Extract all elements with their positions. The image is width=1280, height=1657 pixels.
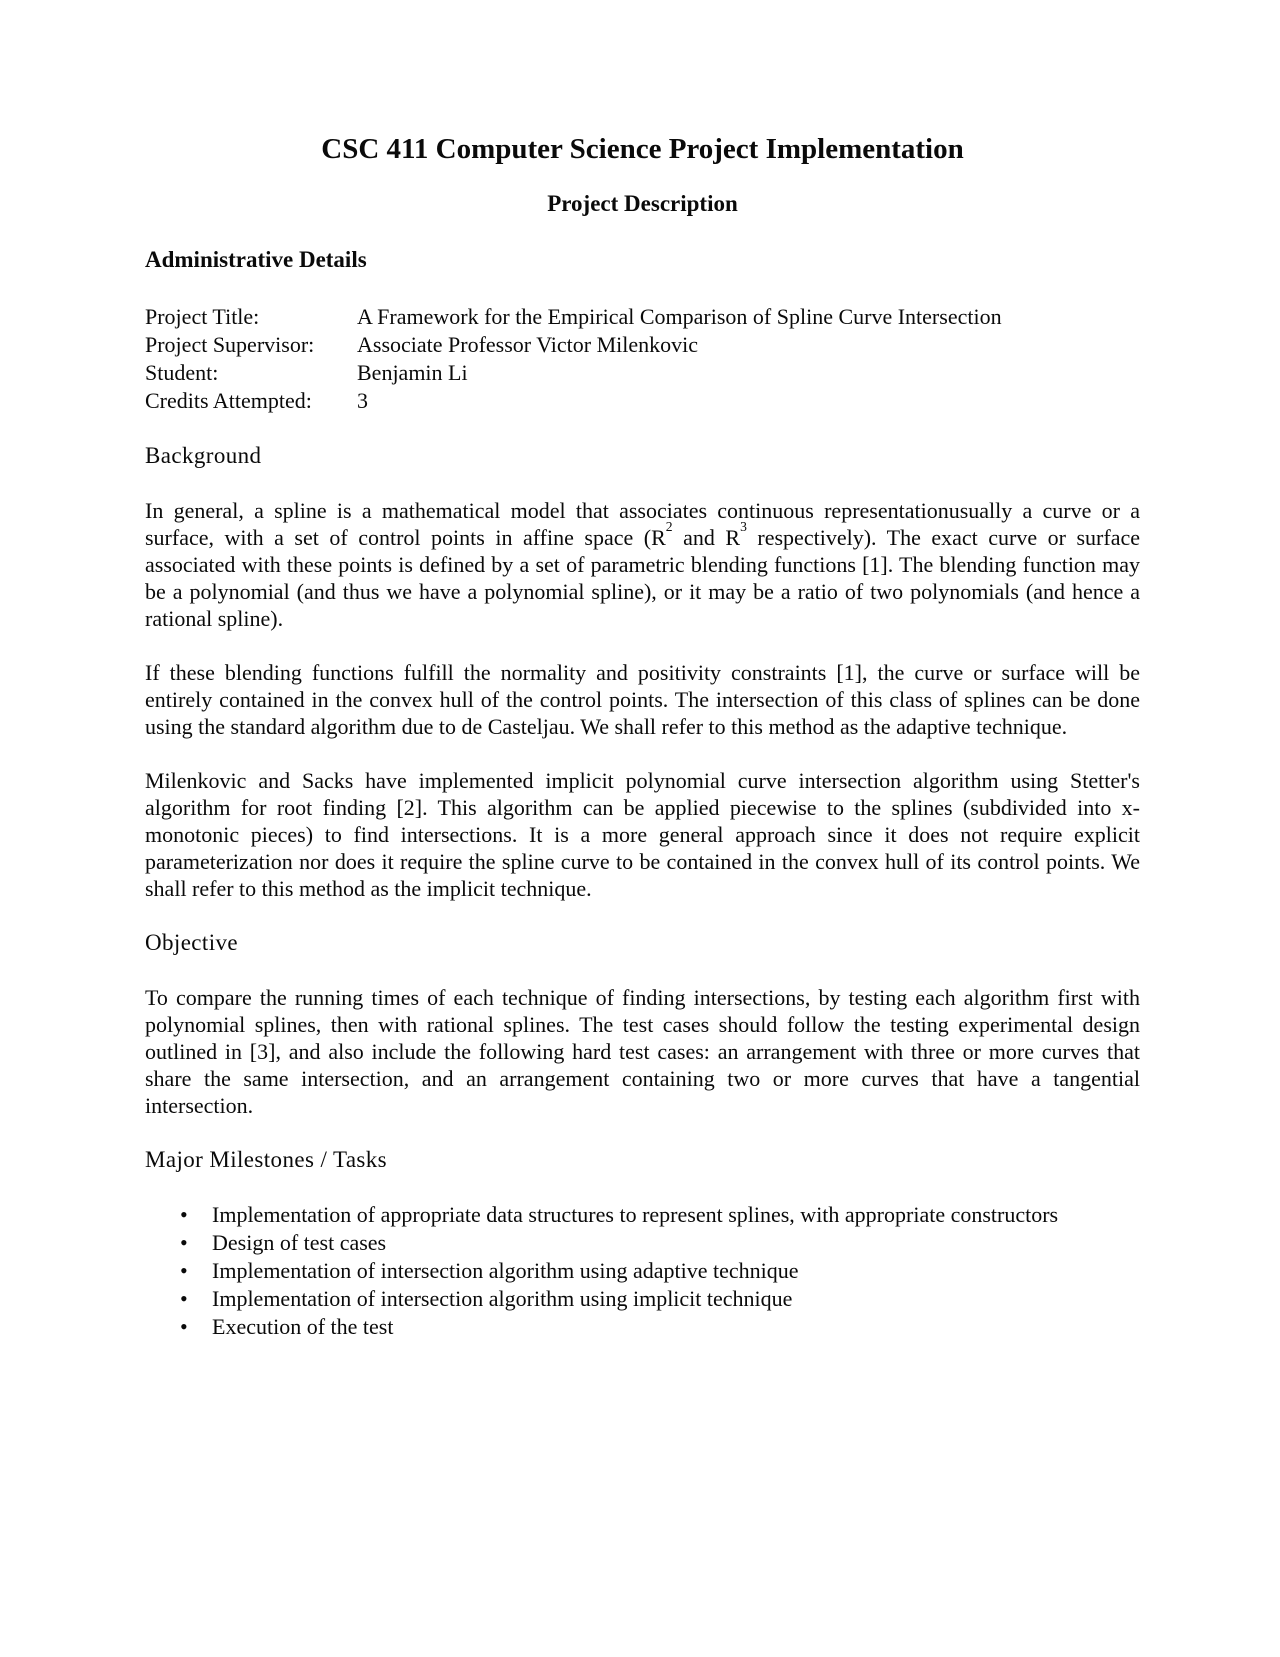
milestone-item: • Implementation of intersection algorithm using adaptive technique bbox=[212, 1257, 1140, 1285]
background-paragraph-3: Milenkovic and Sacks have implemented implicit polynomial curve intersection algorithm using Stetter's algorithm for root finding [2]. This algorithm can be applied piecewise to the splines (subdivided into x-monotonic pieces) to find intersections. It is a more general approach since it does not require explicit parameterization nor does it require the spline curve to be contained in the convex hull of its control points. We shall refer to this method as the implicit technique. bbox=[145, 768, 1140, 901]
admin-row-project-title bbox=[145, 303, 1140, 331]
document-subtitle: Project Description bbox=[547, 191, 738, 216]
superscript-exponent: 2 bbox=[665, 518, 673, 534]
milestone-item: • Implementation of appropriate data structures to represent splines, with appropriate constructors bbox=[212, 1201, 1140, 1229]
section-heading-background: Background bbox=[145, 443, 262, 468]
section-heading-milestones: Major Milestones / Tasks bbox=[145, 1147, 388, 1172]
admin-details-heading: Administrative Details bbox=[145, 247, 367, 272]
milestone-item: • Implementation of intersection algorithm using implicit technique bbox=[212, 1285, 1140, 1313]
admin-row-project-supervisor bbox=[145, 331, 1140, 359]
background-paragraph-1 bbox=[145, 497, 1140, 632]
admin-field-value: A Framework for the Empirical Comparison of Spline Curve Intersection bbox=[357, 304, 1002, 329]
admin-field-label: Credits Attempted: bbox=[145, 388, 312, 413]
admin-field-value: 3 bbox=[357, 388, 368, 413]
objective-paragraph: To compare the running times of each technique of finding intersections, by testing each algorithm first with polynomial splines, then with rational splines. The test cases should follow the testing experimental design outlined in [3], and also include the following hard test cases: an arrangement with three or more curves that share the same intersection, and an arrangement containing two or more curves that have a tangential intersection. bbox=[145, 985, 1140, 1118]
admin-row-credits-attempted bbox=[145, 387, 1140, 415]
admin-field-label: Project Title: bbox=[145, 304, 260, 329]
admin-field-value: Benjamin Li bbox=[357, 360, 468, 385]
paragraph-text: respectively). The exact curve or surface associated with these points is defined by a set of parametric blending functions [1]. The blending function may be a polynomial (and thus we have a polynomial spline), or it may be a ratio of two polynomials (and hence a rational spline). bbox=[145, 525, 1140, 631]
document-title: CSC 411 Computer Science Project Implementation bbox=[321, 133, 964, 165]
admin-field-label: Student: bbox=[145, 360, 219, 385]
paragraph-text: and R bbox=[672, 525, 741, 550]
admin-row-student bbox=[145, 359, 1140, 387]
milestones-list bbox=[145, 1201, 1140, 1341]
admin-field-value: Associate Professor Victor Milenkovic bbox=[357, 332, 699, 357]
paragraph-text: In general, a spline is a mathematical model that associates continuous representationusually a curve or a surface, with a set of control points in affine space (R bbox=[145, 498, 1140, 550]
section-heading-objective: Objective bbox=[145, 930, 239, 955]
superscript-exponent: 3 bbox=[740, 518, 747, 534]
admin-details-table bbox=[145, 303, 1140, 415]
admin-field-label: Project Supervisor: bbox=[145, 332, 315, 357]
milestone-item: • Execution of the test bbox=[212, 1313, 1140, 1341]
background-paragraph-2: If these blending functions fulfill the normality and positivity constraints [1], the curve or surface will be entirely contained in the convex hull of the control points. The intersection of this class of splines can be done using the standard algorithm due to de Casteljau. We shall refer to this method as the adaptive technique. bbox=[145, 660, 1140, 739]
milestone-item: • Design of test cases bbox=[212, 1229, 1140, 1257]
